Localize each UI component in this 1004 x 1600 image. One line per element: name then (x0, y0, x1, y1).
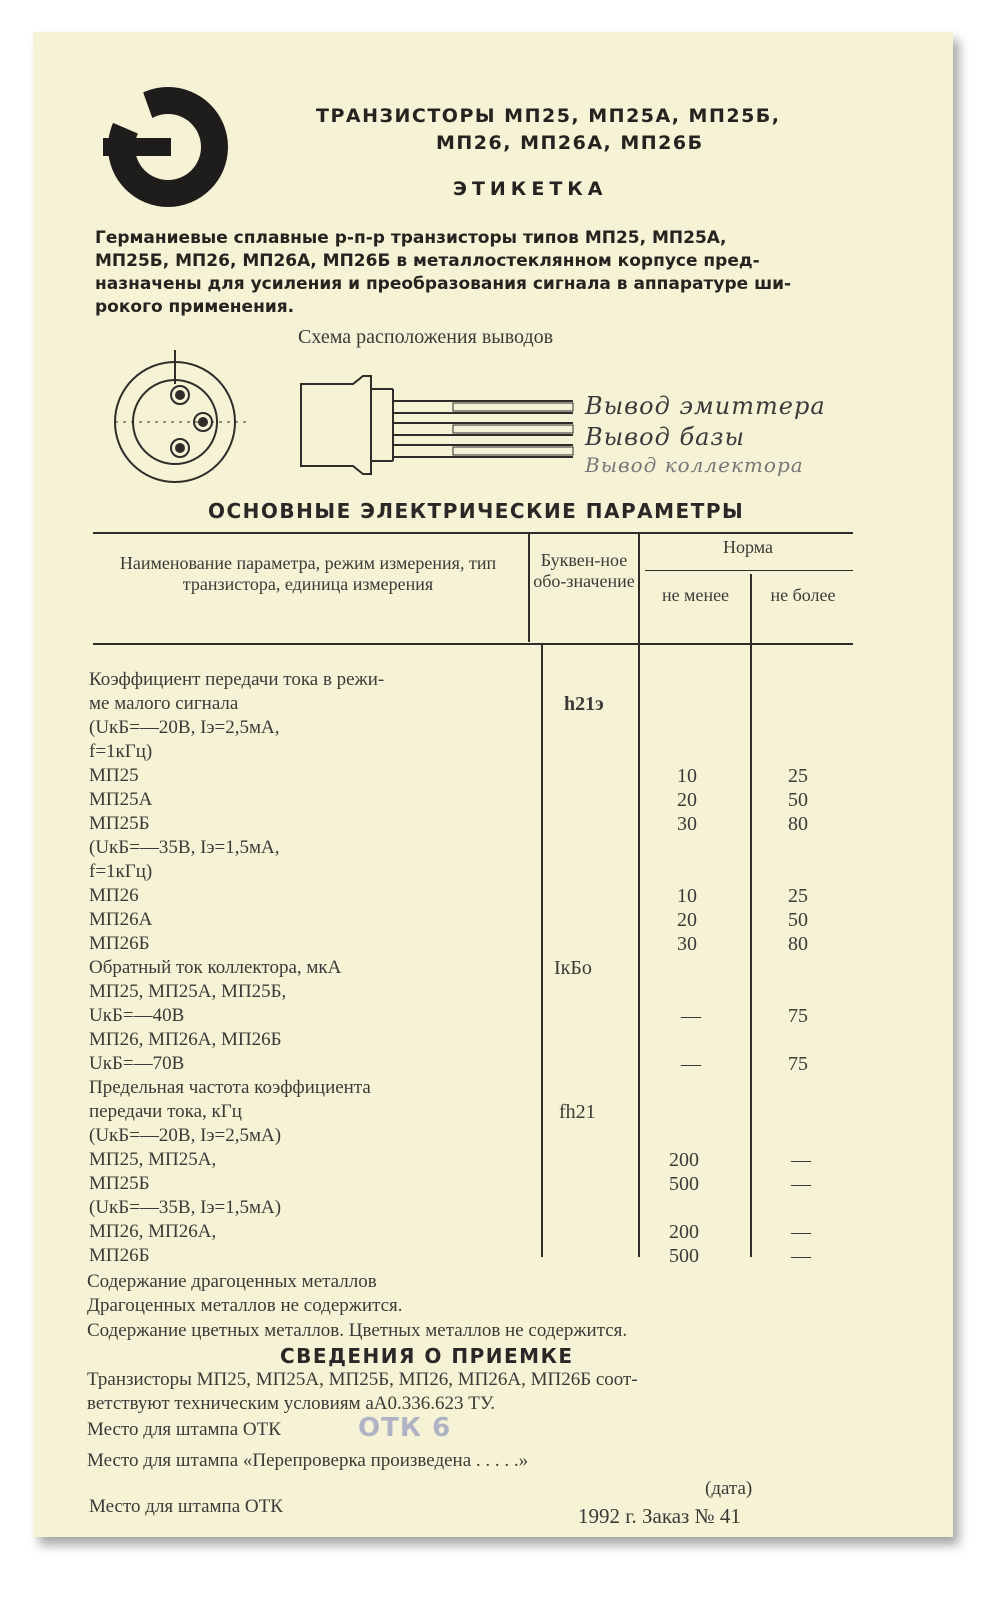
row-max: 50 (788, 789, 808, 811)
schema-caption: Схема расположения выводов (298, 326, 554, 348)
row-name: UкБ=—40В (89, 1005, 185, 1026)
metals-line-1: Содержание драгоценных металлов (87, 1271, 377, 1292)
row-min: 500 (669, 1245, 699, 1267)
table-row (89, 1245, 869, 1269)
table-norm-rule (645, 570, 853, 571)
row-min: 30 (677, 933, 697, 955)
table-row (89, 1173, 869, 1197)
row-max: 25 (788, 885, 808, 907)
stamp-otk-label: Место для штампа ОТК (87, 1419, 281, 1440)
row-name: МП25А (89, 789, 153, 810)
table-row (89, 813, 869, 837)
label-title: ЭТИКЕТКА (453, 178, 608, 200)
intro-line-2: МП25Б, МП26, МП26А, МП26Б в металлостеклянном корпусе пред- (95, 251, 760, 271)
recheck-stamp-label: Место для штампа «Перепроверка произведена . . . . .» (87, 1450, 529, 1471)
order-info: 1992 г. Заказ № 41 (578, 1504, 741, 1528)
row-min: 500 (669, 1173, 699, 1195)
col-header-max: не более (770, 585, 836, 605)
row-name: МП25Б (89, 1173, 150, 1194)
row-name: Предельная частота коэффициента (89, 1077, 371, 1098)
row-max: 75 (788, 1053, 808, 1075)
row-max: — (791, 1149, 811, 1171)
metals-line-2: Драгоценных металлов не содержится. (87, 1295, 403, 1316)
row-min: 10 (677, 885, 697, 907)
row-name: (UкБ=—20В, Iэ=2,5мА) (89, 1125, 282, 1146)
intro-line-4: рокого применения. (95, 297, 295, 317)
col-header-symbol: Буквен-ное обо-значение (533, 550, 635, 591)
col-header-min: не менее (661, 585, 730, 605)
row-max: — (791, 1245, 811, 1267)
row-name: МП26Б (89, 1245, 150, 1266)
params-heading: ОСНОВНЫЕ ЭЛЕКТРИЧЕСКИЕ ПАРАМЕТРЫ (208, 499, 745, 523)
acceptance-heading: СВЕДЕНИЯ О ПРИЕМКЕ (280, 1344, 574, 1368)
table-row (89, 933, 869, 957)
lead-base-label: Вывод базы (585, 423, 746, 451)
row-name: ме малого сигнала (89, 693, 239, 714)
row-name: МП25, МП25А, (89, 1149, 217, 1170)
row-name: f=1кГц) (89, 741, 153, 762)
table-row (89, 861, 869, 885)
row-name: МП25, МП25А, МП25Б, (89, 981, 287, 1002)
row-min: 10 (677, 765, 697, 787)
table-row (89, 669, 869, 693)
table-row (89, 1149, 869, 1173)
acceptance-line-2: ветствуют техническим условиям аА0.336.623 ТУ. (87, 1393, 495, 1414)
row-max: 80 (788, 933, 808, 955)
row-min: 20 (677, 789, 697, 811)
row-name: (UкБ=—20В, Iэ=2,5мА, (89, 717, 280, 738)
row-min: — (681, 1005, 701, 1027)
row-min: 20 (677, 909, 697, 931)
table-row (89, 909, 869, 933)
otk-stamp-mark: ОТК 6 (358, 1413, 452, 1443)
row-name: МП25Б (89, 813, 150, 834)
row-name: МП26А (89, 909, 153, 930)
table-row (89, 1197, 869, 1221)
row-name: передачи тока, кГц (89, 1101, 242, 1122)
row-name: UкБ=—70В (89, 1053, 185, 1074)
title-line-2: МП26, МП26А, МП26Б (436, 132, 704, 154)
row-name: МП26Б (89, 933, 150, 954)
lead-emitter-label: Вывод эмиттера (585, 392, 826, 420)
row-max: — (791, 1173, 811, 1195)
table-header-rule (93, 643, 853, 645)
stamp-otk-label-2: Место для штампа ОТК (89, 1496, 283, 1517)
table-row (89, 789, 869, 813)
row-min: — (681, 1053, 701, 1075)
col-header-name: Наименование параметра, режим измерения, тип транзистора, единица измерения (119, 553, 497, 594)
col-header-norm: Норма (723, 537, 773, 557)
table-col-divider-1 (528, 532, 530, 642)
table-row (89, 1077, 869, 1101)
intro-line-3: назначены для усиления и преобразования сигнала в аппаратуре ши- (95, 274, 792, 294)
row-min: 30 (677, 813, 697, 835)
table-row (89, 957, 869, 981)
metals-line-3: Содержание цветных металлов. Цветных металлов не содержится. (87, 1320, 628, 1341)
pinout-side-view-diagram (283, 364, 583, 484)
row-symbol: h21э (564, 693, 604, 715)
table-row (89, 1005, 869, 1029)
acceptance-line-1: Транзисторы МП25, МП25А, МП25Б, МП26, МП26А, МП26Б соот- (87, 1369, 638, 1390)
row-max: 50 (788, 909, 808, 931)
factory-logo-icon (103, 82, 233, 212)
table-row (89, 693, 869, 717)
table-row (89, 1053, 869, 1077)
table-row (89, 717, 869, 741)
row-name: (UкБ=—35В, Iэ=1,5мА) (89, 1197, 282, 1218)
params-table-body (89, 669, 869, 1269)
table-row (89, 885, 869, 909)
row-name: (UкБ=—35В, Iэ=1,5мА, (89, 837, 280, 858)
date-label: (дата) (705, 1478, 753, 1499)
row-min: 200 (669, 1149, 699, 1171)
table-row (89, 1125, 869, 1149)
table-row (89, 765, 869, 789)
lead-collector-label: Вывод коллектора (585, 453, 804, 477)
table-top-rule (93, 532, 853, 534)
row-name: f=1кГц) (89, 861, 153, 882)
title-line-1: ТРАНЗИСТОРЫ МП25, МП25А, МП25Б, (316, 105, 781, 127)
table-row (89, 1101, 869, 1125)
row-max: 80 (788, 813, 808, 835)
row-name: МП26 (89, 885, 139, 906)
label-sheet (33, 32, 953, 1537)
row-max: — (791, 1221, 811, 1243)
row-max: 25 (788, 765, 808, 787)
table-row (89, 1221, 869, 1245)
pinout-bottom-view-diagram (105, 342, 265, 492)
row-name: Обратный ток коллектора, мкА (89, 957, 342, 978)
table-row (89, 741, 869, 765)
table-row (89, 837, 869, 861)
row-name: МП26, МП26А, МП26Б (89, 1029, 282, 1050)
intro-line-1: Германиевые сплавные р-п-р транзисторы типов МП25, МП25А, (95, 228, 727, 248)
row-name: МП26, МП26А, (89, 1221, 217, 1242)
row-symbol: IкБо (554, 957, 592, 979)
row-name: МП25 (89, 765, 139, 786)
table-row (89, 1029, 869, 1053)
row-symbol: fh21 (559, 1101, 596, 1123)
row-max: 75 (788, 1005, 808, 1027)
row-name: Коэффициент передачи тока в режи- (89, 669, 385, 690)
row-min: 200 (669, 1221, 699, 1243)
table-row (89, 981, 869, 1005)
